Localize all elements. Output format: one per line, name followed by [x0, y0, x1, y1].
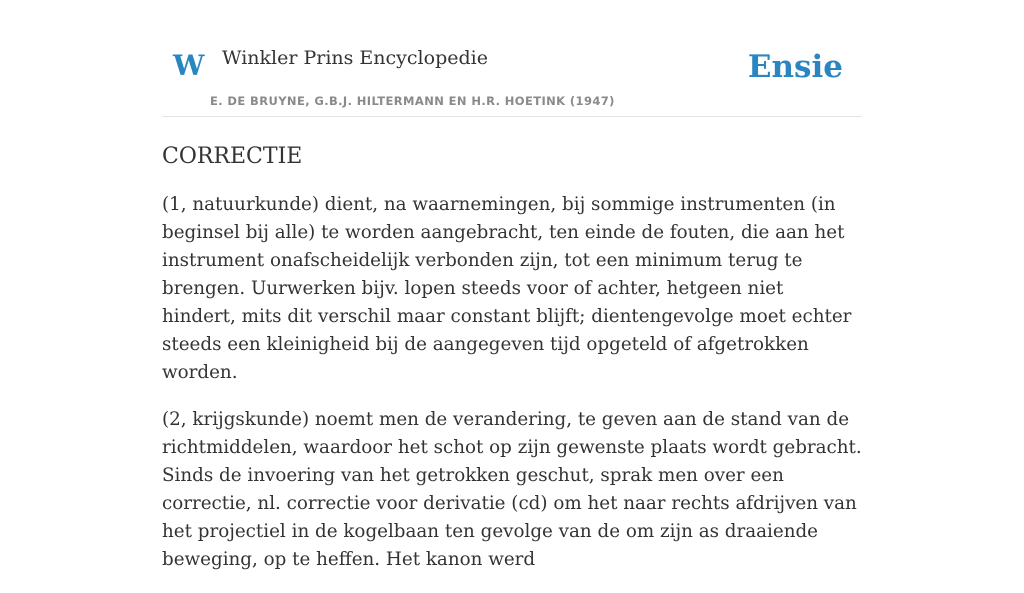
page	[162, 0, 862, 593]
entry-article	[162, 144, 862, 574]
header	[162, 0, 862, 117]
entry-paragraph-2: (2, krijgskunde) noemt men de verandering, te geven aan de stand van de richtmiddelen, waardoor het schot op zijn gewenste plaats wordt gebracht. Sinds de invoering van het getrokken geschut, sprak men over een correctie, nl. correctie voor derivatie (cd) om het naar rechts afdrijven van het projectiel in de kogelbaan ten gevolge van de om zijn as draaiende beweging, op te heffen. Het kanon werd	[162, 409, 862, 571]
entry-paragraph-1: (1, natuurkunde) dient, na waarnemingen, bij sommige instrumenten (in beginsel bij alle) te worden aangebracht, ten einde de fouten, die aan het instrument onafscheidelijk verbonden zijn, tot een minimum terug te brengen. Uurwerken bijv. lopen steeds voor of achter, hetgeen niet hindert, mits dit verschil maar constant blijft; dientengevolge moet echter steeds een kleinigheid bij de aangegeven tijd opgeteld of afgetrokken worden.	[162, 194, 852, 384]
publication-authors: E. DE BRUYNE, G.B.J. HILTERMANN EN H.R. HOETINK (1947)	[210, 94, 615, 108]
publication-title[interactable]: Winkler Prins Encyclopedie	[222, 47, 488, 69]
entry-title: CORRECTIE	[162, 144, 303, 169]
entry-body	[162, 191, 862, 574]
ensie-logo-link[interactable]: Ensie	[747, 49, 843, 85]
publication-logo[interactable]: W	[173, 49, 205, 82]
